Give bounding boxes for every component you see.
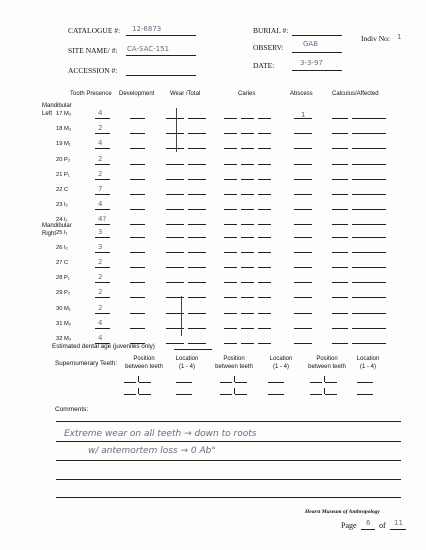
caries-field[interactable] [258,343,271,344]
presence-field-line [95,133,110,134]
caries-field[interactable] [258,313,271,314]
development-field[interactable] [130,164,145,165]
tooth-label: 28 P₁ [56,275,70,282]
calculus-affected-field[interactable] [352,282,386,283]
presence-value[interactable]: 2 [98,124,103,133]
catalogue-value[interactable]: 12-6873 [132,25,162,33]
comment-text-2[interactable]: w/ antemortem loss → 0 Ab° [88,446,216,456]
site-value[interactable]: CA-SAC-151 [127,45,170,53]
supernumerary-location-label-2: Location (1 - 4) [269,356,293,370]
caries-field[interactable] [241,267,254,268]
caries-field[interactable] [258,194,271,195]
position-field[interactable] [310,394,322,395]
col-wear: Wear /Total [170,91,201,97]
col-development: Development [119,91,155,97]
presence-field-line [95,164,110,165]
tooth-label: 26 I₂ [56,245,68,252]
caries-field[interactable] [241,252,254,253]
burial-label: BURIAL #: [253,26,289,35]
tooth-label: 20 P₂ [56,156,71,163]
presence-field-line [95,148,110,149]
caries-field[interactable] [224,267,237,268]
wear-total-field[interactable] [188,209,206,210]
presence-value[interactable]: 4 [98,139,103,148]
supernumerary-location-label-3: Location (1 - 4) [356,356,380,370]
calculus-field[interactable] [332,148,348,149]
caries-field[interactable] [224,118,237,119]
development-field[interactable] [130,148,145,149]
calculus-affected-field[interactable] [352,297,386,298]
col-caries: Caries [238,91,256,97]
presence-value[interactable]: 2 [98,273,103,282]
right-section-label-2: Right [42,231,57,237]
caries-field[interactable] [224,179,237,180]
tooth-label: 30 M₁ [56,305,71,312]
location-field[interactable] [176,382,192,383]
wear-total-field[interactable] [188,133,206,134]
calculus-affected-field[interactable] [352,179,386,180]
supernumerary-location-label-1: Location (1 - 4) [175,356,199,370]
presence-field-line [95,237,110,238]
caries-field[interactable] [241,133,254,134]
abscess-field[interactable] [294,133,312,134]
of-field-line [390,529,406,530]
supernumerary-position-label-1: Position between teeth [125,356,163,370]
caries-field[interactable] [224,313,237,314]
caries-field[interactable] [224,237,237,238]
caries-field[interactable] [224,252,237,253]
left-section-label-2: Left [42,111,53,117]
caries-field[interactable] [241,148,254,149]
abscess-field[interactable] [294,237,312,238]
abscess-field[interactable] [294,194,312,195]
location-field[interactable] [268,382,284,383]
caries-field[interactable] [241,343,254,344]
wear-field[interactable] [166,194,184,195]
observ-label: OBSERV: [253,43,284,52]
presence-value[interactable]: 3 [98,243,103,252]
presence-value[interactable]: 2 [98,169,103,178]
caries-field[interactable] [224,224,237,225]
position-field[interactable] [310,382,322,383]
abscess-field[interactable] [294,224,312,225]
presence-field-line [95,179,110,180]
calculus-field[interactable] [332,267,348,268]
location-field[interactable] [357,382,373,383]
presence-value[interactable]: 4 [98,109,103,117]
calculus-affected-field[interactable] [352,267,386,268]
abscess-field[interactable] [294,209,312,210]
burial-field-line[interactable] [292,35,342,36]
location-field[interactable] [268,394,284,395]
supernumerary-position-label-2: Position between teeth [215,356,253,370]
caries-field[interactable] [241,313,254,314]
calculus-affected-field[interactable] [352,224,386,225]
calculus-affected-field[interactable] [352,343,386,344]
development-field[interactable] [130,282,145,283]
tooth-label: 32 M₃ [56,335,72,342]
calculus-affected-field[interactable] [352,118,386,119]
caries-field[interactable] [224,194,237,195]
calculus-field[interactable] [332,237,348,238]
calculus-field[interactable] [332,118,348,119]
col-calculus: Calculus/Affected [332,91,379,97]
comment-line-4 [56,479,401,480]
development-field[interactable] [130,237,145,238]
site-field-line [126,55,196,56]
caries-field[interactable] [224,164,237,165]
calculus-affected-field[interactable] [352,194,386,195]
calculus-field[interactable] [332,328,348,329]
caries-field[interactable] [258,179,271,180]
indiv-value[interactable]: 1 [397,33,402,41]
wear-total-field[interactable] [188,267,206,268]
caries-field[interactable] [241,237,254,238]
date-field-line [292,70,342,71]
date-label: DATE: [253,61,275,70]
wear-field[interactable] [166,282,184,283]
abscess-field[interactable] [294,164,312,165]
abscess-field[interactable] [294,297,312,298]
tooth-label: 25 I₁ [56,230,68,236]
observ-value[interactable]: GAB [303,40,319,48]
calculus-field[interactable] [332,164,348,165]
comment-line-5 [56,497,401,498]
tooth-label: 19 M₁ [56,141,71,148]
calculus-affected-field[interactable] [352,164,386,165]
tooth-label: 24 I₁ [56,217,68,224]
abscess-field[interactable] [294,179,312,180]
position-field[interactable] [220,382,232,383]
tooth-label: 18 M₂ [56,126,72,133]
position-field[interactable] [235,382,247,383]
caries-field[interactable] [224,282,237,283]
presence-field-line [95,328,110,329]
calculus-affected-field[interactable] [352,313,386,314]
presence-field-line [95,209,110,210]
caries-field[interactable] [241,164,254,165]
position-field[interactable] [325,382,337,383]
caries-field[interactable] [241,194,254,195]
caries-field[interactable] [258,164,271,165]
location-field[interactable] [357,394,373,395]
wear-field[interactable] [166,148,184,149]
caries-field[interactable] [258,267,271,268]
site-label: SITE NAME/ #: [68,46,118,55]
accession-field-line[interactable] [126,75,196,76]
catalogue-label: CATALOGUE #: [68,26,121,35]
page-label: Page [341,521,357,530]
accession-label: ACCESSION #: [68,66,118,75]
presence-value[interactable]: 4 [98,333,103,342]
position-field[interactable] [235,394,247,395]
abscess-field[interactable] [294,267,312,268]
wear-total-field[interactable] [188,194,206,195]
development-field[interactable] [130,267,145,268]
presence-field-line [95,194,110,195]
caries-field[interactable] [224,297,237,298]
wear-total-field[interactable] [188,118,206,119]
supernumerary-label: Supernumerary Teeth: [55,360,118,367]
wear-field[interactable] [166,164,184,165]
catalogue-field-line [126,35,196,36]
page-value[interactable]: 6 [366,519,371,527]
development-field[interactable] [130,179,145,180]
of-value[interactable]: 11 [394,519,403,527]
caries-field[interactable] [241,297,254,298]
wear-field[interactable] [166,209,184,210]
presence-value[interactable]: 2 [98,288,103,297]
position-field[interactable] [139,394,151,395]
presence-value[interactable]: 7 [98,185,103,193]
tooth-label: 17 M₃ [56,111,72,117]
tooth-label: 31 M₂ [56,320,72,327]
position-field[interactable] [220,394,232,395]
caries-field[interactable] [224,148,237,149]
presence-value[interactable]: 3 [98,228,103,236]
abscess-field[interactable] [294,282,312,283]
presence-value[interactable]: 4? [98,215,107,224]
comment-line-2 [56,441,401,442]
tooth-label: 23 I₂ [56,202,68,209]
wear-total-field[interactable] [188,164,206,165]
wear-total-field[interactable] [188,179,206,180]
wear-field[interactable] [166,343,184,344]
presence-field-line [95,267,110,268]
development-field[interactable] [130,224,145,225]
calculus-field[interactable] [332,209,348,210]
calculus-field[interactable] [332,282,348,283]
calculus-field[interactable] [332,133,348,134]
caries-field[interactable] [241,282,254,283]
wear-total-field[interactable] [188,237,206,238]
wear-tally-left [176,108,177,152]
wear-total-field[interactable] [188,313,206,314]
calculus-field[interactable] [332,343,348,344]
caries-field[interactable] [258,237,271,238]
wear-field[interactable] [166,267,184,268]
caries-field[interactable] [224,133,237,134]
of-label: of [379,521,386,530]
development-field[interactable] [130,252,145,253]
wear-field[interactable] [166,237,184,238]
caries-field[interactable] [258,133,271,134]
tooth-label: 22 C [56,187,69,193]
abscess-field[interactable] [294,313,312,314]
wear-total-field[interactable] [188,297,206,298]
page-field-line [361,529,375,530]
date-value[interactable]: 3-3-97 [300,59,323,67]
presence-field-line [95,118,110,119]
calculus-field[interactable] [332,194,348,195]
comments-label: Comments: [55,406,89,413]
position-field[interactable] [124,382,136,383]
caries-field[interactable] [241,224,254,225]
wear-total-field[interactable] [188,252,206,253]
tooth-label: 21 P₁ [56,171,70,178]
wear-tally-right [181,296,182,336]
caries-field[interactable] [241,118,254,119]
calculus-field[interactable] [332,252,348,253]
wear-field[interactable] [166,179,184,180]
wear-field[interactable] [166,252,184,253]
wear-field[interactable] [166,224,184,225]
calculus-affected-field[interactable] [352,209,386,210]
position-field[interactable] [124,394,136,395]
caries-field[interactable] [258,297,271,298]
calculus-affected-field[interactable] [352,148,386,149]
wear-total-field[interactable] [188,328,206,329]
position-field[interactable] [139,382,151,383]
dental-age-label: Estimated dental age (juveniles only) [52,343,155,350]
tooth-label: 29 P₂ [56,290,71,297]
caries-field[interactable] [241,328,254,329]
development-field[interactable] [130,118,145,119]
caries-field[interactable] [224,343,237,344]
caries-field[interactable] [258,328,271,329]
left-section-label-1: Mandibular [42,103,72,109]
development-field[interactable] [130,209,145,210]
calculus-field[interactable] [332,297,348,298]
museum-name: Hearst Museum of Anthropology [305,509,380,515]
right-section-label-1: Mandibular [42,223,72,229]
presence-field-line [95,297,110,298]
presence-value[interactable]: 2 [98,154,103,163]
calculus-field[interactable] [332,313,348,314]
comment-text-1[interactable]: Extreme wear on all teeth → down to roots [64,429,257,439]
abscess-field[interactable] [294,343,312,344]
wear-total-field[interactable] [188,224,206,225]
position-field[interactable] [325,394,337,395]
dental-age-field-line[interactable] [174,349,212,350]
supernumerary-position-label-3: Position between teeth [308,356,346,370]
comment-line-1 [56,421,401,422]
caries-field[interactable] [258,282,271,283]
wear-total-field[interactable] [188,343,206,344]
development-field[interactable] [130,328,145,329]
col-abscess: Abscess [290,91,313,97]
calculus-affected-field[interactable] [352,133,386,134]
development-field[interactable] [130,313,145,314]
caries-field[interactable] [224,328,237,329]
calculus-field[interactable] [332,224,348,225]
caries-field[interactable] [258,252,271,253]
presence-value[interactable]: 2 [98,303,103,312]
presence-field-line [95,282,110,283]
development-field[interactable] [130,194,145,195]
presence-field-line [95,252,110,253]
caries-field[interactable] [258,118,271,119]
presence-value[interactable]: 2 [98,258,103,267]
tooth-label: 27 C [56,260,69,267]
wear-total-field[interactable] [188,148,206,149]
wear-total-field[interactable] [188,282,206,283]
abscess-field[interactable] [294,252,312,253]
location-field[interactable] [176,394,192,395]
caries-field[interactable] [258,209,271,210]
calculus-affected-field[interactable] [352,237,386,238]
abscess-field[interactable] [294,148,312,149]
abscess-field[interactable] [294,328,312,329]
calculus-affected-field[interactable] [352,328,386,329]
presence-field-line [95,224,110,225]
presence-value[interactable]: 4 [98,200,103,209]
calculus-field[interactable] [332,179,348,180]
abscess-mark[interactable]: 1 [301,111,306,119]
indiv-label: Indiv No: [361,34,390,43]
calculus-affected-field[interactable] [352,252,386,253]
development-field[interactable] [130,297,145,298]
wear-field[interactable] [166,118,184,119]
observ-field-line [292,52,342,53]
col-tooth-presence: Tooth Presence [70,91,112,97]
caries-field[interactable] [258,224,271,225]
caries-field[interactable] [241,179,254,180]
development-field[interactable] [130,133,145,134]
caries-field[interactable] [224,209,237,210]
caries-field[interactable] [241,209,254,210]
presence-field-line [95,313,110,314]
wear-field[interactable] [166,133,184,134]
comment-line-3 [56,460,401,461]
presence-value[interactable]: 4 [98,318,103,327]
caries-field[interactable] [258,148,271,149]
